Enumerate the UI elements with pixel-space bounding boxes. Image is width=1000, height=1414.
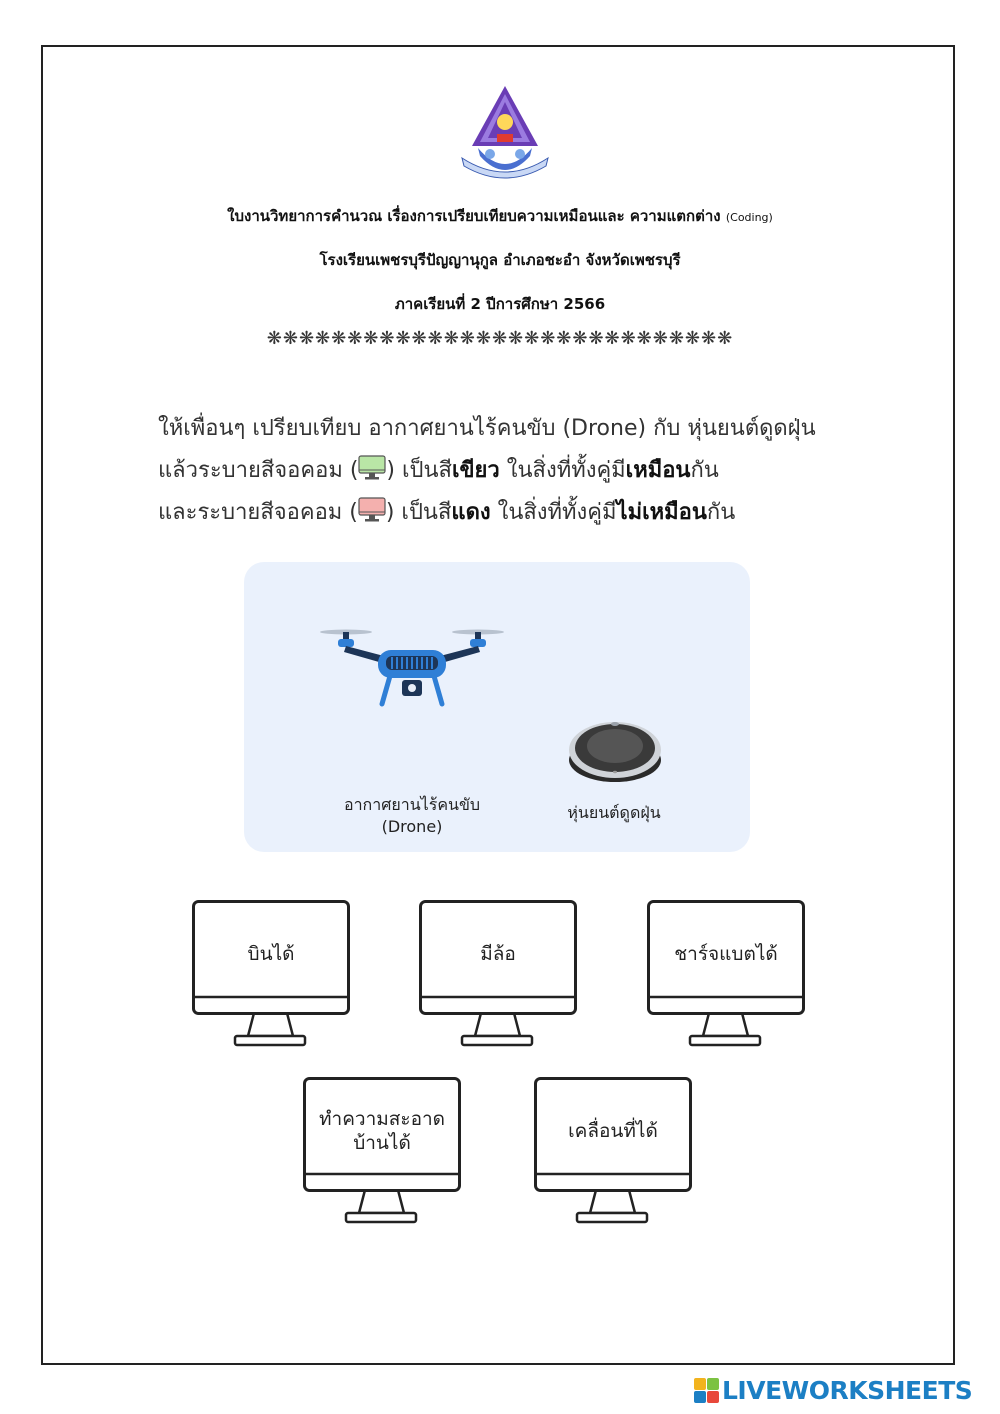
red-monitor-icon (358, 497, 386, 523)
drone-caption-line2: (Drone) (381, 817, 443, 836)
instruction-text: ในสิ่งที่ทั้งคู่มี (490, 500, 617, 525)
monitor-label-line1: ทำความสะอาด (319, 1108, 445, 1130)
green-monitor-icon (358, 455, 386, 481)
liveworksheets-logo-icon (694, 1378, 719, 1403)
title-coding-tag: (Coding) (725, 211, 773, 224)
star-divider: ❋❋❋❋❋❋❋❋❋❋❋❋❋❋❋❋❋❋❋❋❋❋❋❋❋❋❋❋❋ (266, 328, 734, 349)
monitor-label: ชาร์จแบตได้ (674, 943, 778, 965)
instruction-text: แล้วระบายสีจอคอม ( (158, 458, 359, 483)
monitor-label: เคลื่อนที่ได้ (568, 1120, 658, 1142)
school-logo (460, 84, 550, 184)
instruction-bold-same: เหมือน (625, 458, 691, 483)
liveworksheets-brand[interactable] (694, 1374, 972, 1406)
monitor-box-can-move[interactable] (534, 1077, 694, 1227)
monitor-label (307, 1085, 457, 1177)
liveworksheets-wordmark: LIVEWORKSHEETS (722, 1375, 973, 1405)
instruction-text: ) เป็นสี (386, 458, 452, 483)
drone-illustration (320, 626, 504, 708)
instruction-bold-green: เขียว (451, 458, 500, 483)
instruction-text: กัน (706, 500, 736, 525)
instruction-bold-different: ไม่เหมือน (616, 500, 707, 525)
instruction-bold-red: แดง (451, 500, 491, 525)
instruction-line-3 (158, 494, 735, 529)
monitor-box-can-fly[interactable] (192, 900, 352, 1050)
instruction-text: ) เป็นสี (385, 500, 452, 525)
drone-caption-line1: อากาศยานไร้คนขับ (343, 795, 481, 814)
illustration-panel (244, 562, 750, 852)
instruction-line-2 (158, 452, 719, 487)
instruction-line-1: ให้เพื่อนๆ เปรียบเทียบ อากาศยานไร้คนขับ (Drone) กับ หุ่นยนต์ดูดฝุ่น (158, 416, 816, 441)
title-text: ใบงานวิทยาการคำนวณ เรื่องการเปรียบเทียบความเหมือนและ ความแตกต่าง (227, 207, 721, 225)
monitor-label: บินได้ (247, 943, 295, 965)
robot-caption: หุ่นยนต์ดูดฝุ่น (567, 803, 661, 822)
drone-caption (314, 794, 510, 838)
semester-line: ภาคเรียนที่ 2 ปีการศึกษา 2566 (394, 295, 606, 313)
school-name: โรงเรียนเพชรบุรีปัญญานุกูล อำเภอชะอำ จังหวัดเพชรบุรี (319, 251, 681, 269)
monitor-label-line2: บ้านได้ (353, 1132, 411, 1154)
worksheet-title (0, 204, 1000, 228)
robot-vacuum-illustration (568, 714, 662, 784)
instruction-text: กัน (690, 458, 719, 483)
monitor-label: มีล้อ (480, 943, 516, 965)
monitor-box-has-wheels[interactable] (419, 900, 579, 1050)
instruction-text: และระบายสีจอคอม ( (158, 500, 358, 525)
monitor-box-cleans-house[interactable] (303, 1077, 463, 1227)
monitor-box-rechargeable[interactable] (647, 900, 807, 1050)
instruction-text: ในสิ่งที่ทั้งคู่มี (499, 458, 626, 483)
